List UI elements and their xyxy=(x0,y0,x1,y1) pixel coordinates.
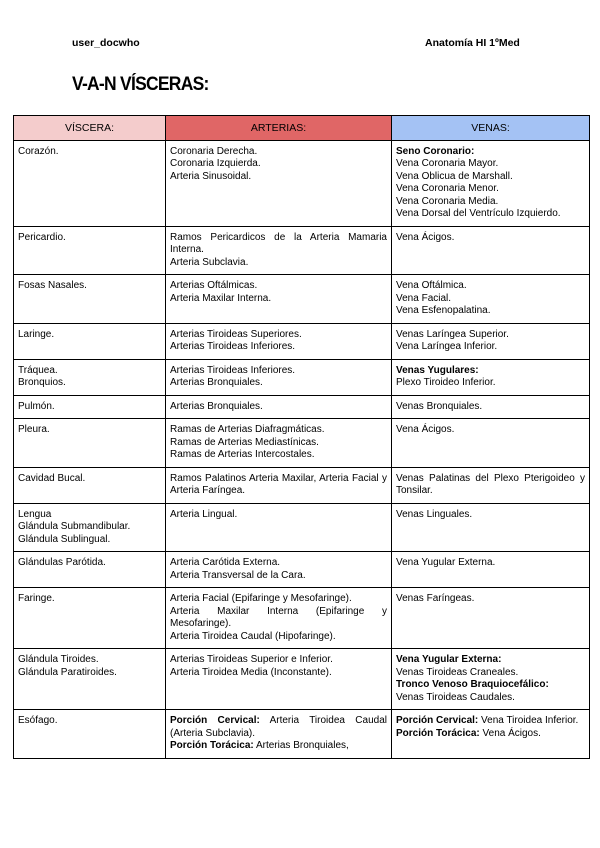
cell-text: Arterias Bronquiales, xyxy=(253,740,349,751)
cell-line xyxy=(396,728,585,741)
cell-line: Pleura. xyxy=(18,424,50,435)
cell-line: Arteria Maxilar Interna (Epifaringe y Mesofaringe). xyxy=(170,605,387,629)
cell-line: Venas Palatinas del Plexo Pterigoideo y Tonsilar. xyxy=(396,472,585,496)
venas-cell xyxy=(392,226,590,275)
venas-heading: Seno Coronario: xyxy=(396,145,475,157)
arterias-cell xyxy=(166,710,392,759)
viscera-cell xyxy=(14,552,166,588)
cell-line: Glándula Submandibular. xyxy=(18,521,131,532)
viscera-cell xyxy=(14,359,166,395)
table-row xyxy=(14,359,590,395)
cell-line: Arteria Facial (Epifaringe y Mesofaringe). xyxy=(170,593,352,604)
cell-line: Pericardio. xyxy=(18,231,66,243)
cell-line: Arteria Lingual. xyxy=(170,508,238,520)
cell-text: Arteria Tiroidea Caudal (Arteria Subclavia). xyxy=(170,715,387,739)
header-viscera: VÍSCERA: xyxy=(14,116,166,141)
venas-heading: Venas Yugulares: xyxy=(396,364,479,376)
table-row xyxy=(14,467,590,503)
viscera-cell xyxy=(14,323,166,359)
table-row xyxy=(14,275,590,324)
cell-line: Venas Bronquiales. xyxy=(396,400,483,412)
vessels-table xyxy=(13,115,590,759)
cell-line: Corazón. xyxy=(18,145,59,157)
table-row xyxy=(14,419,590,468)
table-row xyxy=(14,140,590,226)
table-row xyxy=(14,395,590,419)
table-row xyxy=(14,323,590,359)
cell-line: Arteria Maxilar Interna. xyxy=(170,292,272,304)
cell-line: Arteria Tiroidea Caudal (Hipofaringe). xyxy=(170,630,336,642)
cell-line: Arteria Tiroidea Media (Inconstante). xyxy=(170,666,332,678)
viscera-cell xyxy=(14,467,166,503)
cell-line: Arteria Transversal de la Cara. xyxy=(170,569,306,581)
arterias-cell xyxy=(166,588,392,649)
header-arterias: ARTERIAS: xyxy=(166,116,392,141)
venas-cell xyxy=(392,503,590,552)
cell-line: Pulmón. xyxy=(18,400,55,412)
venas-cell xyxy=(392,323,590,359)
cell-line xyxy=(396,715,585,728)
cell-line: Vena Dorsal del Ventrículo Izquierdo. xyxy=(396,208,561,219)
cell-line: Plexo Tiroideo Inferior. xyxy=(396,377,496,388)
venas-heading: Tronco Venoso Braquiocefálico: xyxy=(396,679,549,690)
cell-line: Vena Ácigos. xyxy=(396,424,455,435)
cell-bold: Porción Cervical: xyxy=(396,715,479,726)
viscera-cell xyxy=(14,419,166,468)
cell-line: Coronaria Derecha. xyxy=(170,145,258,157)
subject-label: Anatomía HI 1ºMed xyxy=(425,37,520,49)
viscera-cell xyxy=(14,588,166,649)
cell-line: Fosas Nasales. xyxy=(18,280,87,291)
cell-line: Ramas de Arterias Diafragmáticas. xyxy=(170,424,325,435)
cell-line: Venas Linguales. xyxy=(396,508,473,520)
cell-line: Vena Oftálmica. xyxy=(396,280,467,291)
table-header-row xyxy=(14,116,590,141)
cell-line: Arteria Sinusoidal. xyxy=(170,170,252,182)
cell-line: Venas Faríngeas. xyxy=(396,593,475,604)
viscera-cell xyxy=(14,503,166,552)
cell-line: Ramas de Arterias Intercostales. xyxy=(170,449,315,460)
viscera-cell xyxy=(14,226,166,275)
cell-line: Glándulas Parótida. xyxy=(18,557,106,568)
venas-cell xyxy=(392,419,590,468)
cell-line xyxy=(170,740,387,753)
cell-text: Vena Ácigos. xyxy=(479,727,541,739)
venas-heading: Vena Yugular Externa: xyxy=(396,654,502,665)
arterias-cell xyxy=(166,275,392,324)
arterias-cell xyxy=(166,552,392,588)
arterias-cell xyxy=(166,649,392,710)
venas-cell xyxy=(392,467,590,503)
table-row xyxy=(14,226,590,275)
cell-line: Esófago. xyxy=(18,715,58,726)
arterias-cell xyxy=(166,140,392,226)
venas-cell xyxy=(392,649,590,710)
arterias-cell xyxy=(166,323,392,359)
viscera-cell xyxy=(14,710,166,759)
cell-line: Laringe. xyxy=(18,328,55,340)
table-row xyxy=(14,588,590,649)
cell-line: Vena Coronaria Media. xyxy=(396,195,499,207)
cell-line: Arterias Tiroideas Superior e Inferior. xyxy=(170,654,333,665)
cell-line: Arterias Bronquiales. xyxy=(170,400,263,412)
cell-line: Tráquea. xyxy=(18,364,58,376)
cell-line xyxy=(170,715,387,740)
venas-cell xyxy=(392,275,590,324)
table-row xyxy=(14,503,590,552)
venas-cell xyxy=(392,395,590,419)
cell-line: Arterias Bronquiales. xyxy=(170,377,263,388)
cell-bold: Porción Torácica: xyxy=(170,740,254,751)
cell-line: Vena Laríngea Inferior. xyxy=(396,341,498,352)
arterias-cell xyxy=(166,419,392,468)
arterias-cell xyxy=(166,503,392,552)
cell-line: Arteria Carótida Externa. xyxy=(170,557,281,568)
cell-text: Vena Tiroidea Inferior. xyxy=(478,715,579,726)
cell-line: Faringe. xyxy=(18,593,55,604)
cell-line: Venas Tiroideas Craneales. xyxy=(396,666,519,678)
viscera-cell xyxy=(14,275,166,324)
cell-line: Ramos Pericardicos de la Arteria Mamaria Interna. xyxy=(170,231,387,255)
arterias-cell xyxy=(166,395,392,419)
cell-line: Coronaria Izquierda. xyxy=(170,158,261,169)
venas-cell xyxy=(392,588,590,649)
viscera-cell xyxy=(14,140,166,226)
arterias-cell xyxy=(166,226,392,275)
cell-bold: Porción Torácica: xyxy=(396,727,480,739)
cell-line: Venas Laríngea Superior. xyxy=(396,328,509,340)
cell-line: Arterias Tiroideas Superiores. xyxy=(170,328,302,340)
table-row xyxy=(14,710,590,759)
cell-line: Vena Yugular Externa. xyxy=(396,557,496,568)
cell-line: Glándula Paratiroides. xyxy=(18,666,117,678)
cell-line: Arterias Tiroideas Inferiores. xyxy=(170,364,296,376)
venas-cell xyxy=(392,140,590,226)
cell-line: Lengua xyxy=(18,508,52,520)
cell-line: Vena Coronaria Menor. xyxy=(396,183,499,194)
arterias-cell xyxy=(166,467,392,503)
cell-line: Ramas de Arterias Mediastínicas. xyxy=(170,436,319,448)
user-name: user_docwho xyxy=(72,37,140,49)
cell-line: Vena Ácigos. xyxy=(396,231,455,243)
header-venas: VENAS: xyxy=(392,116,590,141)
cell-line: Arterias Tiroideas Inferiores. xyxy=(170,341,296,352)
venas-cell xyxy=(392,710,590,759)
cell-line: Glándula Tiroides. xyxy=(18,654,99,665)
cell-bold: Porción Cervical: xyxy=(170,715,260,726)
table-row xyxy=(14,649,590,710)
venas-cell xyxy=(392,359,590,395)
cell-line: Glándula Sublingual. xyxy=(18,533,111,545)
cell-line: Vena Esfenopalatina. xyxy=(396,305,491,316)
cell-line: Arterias Oftálmicas. xyxy=(170,280,258,291)
cell-line: Vena Coronaria Mayor. xyxy=(396,158,499,169)
venas-cell xyxy=(392,552,590,588)
cell-line: Bronquios. xyxy=(18,377,66,388)
cell-line: Venas Tiroideas Caudales. xyxy=(396,691,515,703)
cell-line: Cavidad Bucal. xyxy=(18,472,86,484)
viscera-cell xyxy=(14,395,166,419)
cell-line: Vena Facial. xyxy=(396,292,452,304)
arterias-cell xyxy=(166,359,392,395)
cell-line: Vena Oblicua de Marshall. xyxy=(396,170,513,182)
cell-line: Ramos Palatinos Arteria Maxilar, Arteria Facial y Arteria Faríngea. xyxy=(170,472,387,496)
page-title: V-A-N VÍSCERAS: xyxy=(72,74,209,95)
viscera-cell xyxy=(14,649,166,710)
table-row xyxy=(14,552,590,588)
cell-line: Arteria Subclavia. xyxy=(170,256,249,268)
